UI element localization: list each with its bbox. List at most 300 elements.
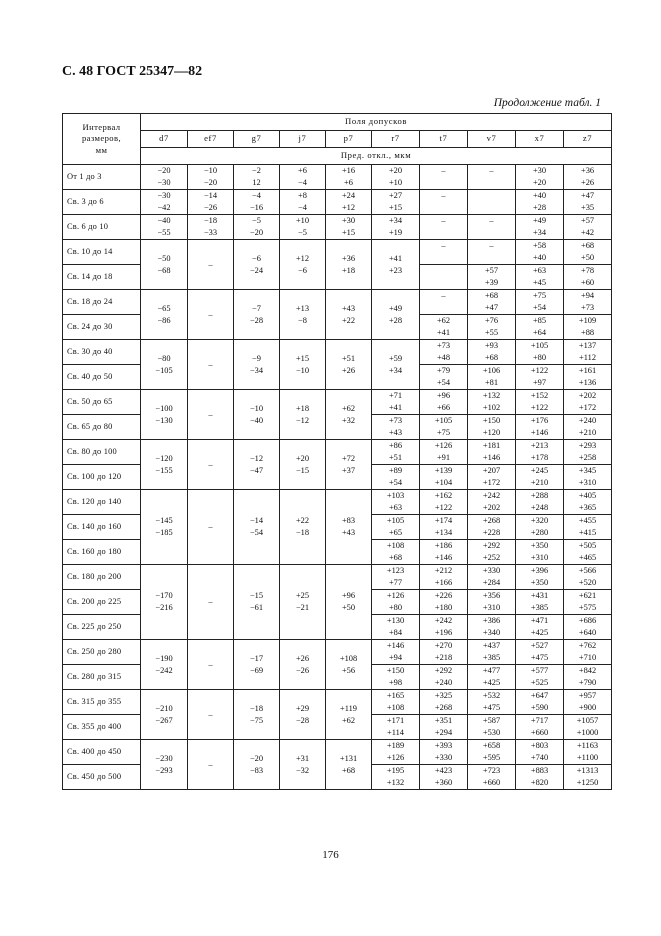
lower-deviation: −185 xyxy=(155,528,173,537)
lower-deviation: +54 xyxy=(420,377,468,390)
upper-deviation: +57 xyxy=(468,265,516,278)
upper-deviation: +431 xyxy=(516,590,564,603)
lower-deviation: +54 xyxy=(516,302,564,315)
upper-deviation: −12 xyxy=(249,453,264,463)
upper-deviation: +1163 xyxy=(564,740,612,753)
upper-deviation: −145 xyxy=(155,516,173,525)
lower-deviation: +820 xyxy=(516,777,564,790)
lower-deviation: −47 xyxy=(249,465,264,475)
upper-deviation: −120 xyxy=(155,453,173,463)
lower-deviation: +196 xyxy=(420,627,468,640)
lower-deviation: +122 xyxy=(516,402,564,415)
lower-deviation: +415 xyxy=(564,527,612,540)
upper-deviation: +351 xyxy=(420,715,468,728)
upper-deviation: +405 xyxy=(564,490,612,503)
table-header xyxy=(63,114,612,165)
lower-deviation xyxy=(468,252,516,265)
size-interval: Св. 10 до 14 xyxy=(63,240,141,265)
upper-deviation: +49 xyxy=(388,303,403,313)
lower-deviation: +34 xyxy=(516,227,564,240)
deviation-cell xyxy=(280,490,326,565)
lower-deviation: +104 xyxy=(420,477,468,490)
interval-header-line: размеров, xyxy=(81,133,122,144)
deviation-cell xyxy=(188,565,234,640)
column-header-row xyxy=(63,131,612,148)
deviation-cell xyxy=(234,740,280,790)
upper-deviation: +393 xyxy=(420,740,468,753)
upper-deviation: +15 xyxy=(295,353,310,363)
deviation-value: – xyxy=(208,597,213,606)
lower-deviation: +10 xyxy=(372,177,420,190)
lower-deviation: +12 xyxy=(326,202,372,215)
deviation-cell xyxy=(326,340,372,390)
upper-deviation: +51 xyxy=(341,353,356,363)
upper-deviation: −17 xyxy=(249,653,264,663)
lower-deviation: +280 xyxy=(516,527,564,540)
lower-deviation: +284 xyxy=(468,577,516,590)
upper-deviation: +83 xyxy=(341,516,356,525)
lower-deviation xyxy=(420,252,468,265)
upper-deviation: +119 xyxy=(340,703,357,713)
upper-deviation: +356 xyxy=(468,590,516,603)
size-interval: Св. 160 до 180 xyxy=(63,540,141,565)
upper-deviation: +396 xyxy=(516,565,564,578)
upper-deviation: −40 xyxy=(141,215,188,228)
column-header: ef7 xyxy=(188,131,234,148)
lower-deviation: +900 xyxy=(564,702,612,715)
deviation-cell xyxy=(188,690,234,740)
lower-deviation: +102 xyxy=(468,402,516,415)
upper-deviation: – xyxy=(468,240,516,253)
column-header: g7 xyxy=(234,131,280,148)
deviation-cell xyxy=(234,340,280,390)
lower-deviation: +465 xyxy=(564,552,612,565)
lower-deviation: −34 xyxy=(249,365,264,375)
lower-deviation: +15 xyxy=(372,202,420,215)
lower-deviation: −68 xyxy=(157,265,171,275)
upper-deviation: +16 xyxy=(326,165,372,178)
table-row xyxy=(63,565,612,578)
lower-deviation: +18 xyxy=(341,265,356,275)
size-interval: Св. 225 до 250 xyxy=(63,615,141,640)
lower-deviation: +178 xyxy=(516,452,564,465)
deviation-cell xyxy=(326,440,372,490)
upper-deviation: +49 xyxy=(516,215,564,228)
deviation-cell xyxy=(141,640,188,690)
deviation-cell xyxy=(188,740,234,790)
size-interval: Св. 450 до 500 xyxy=(63,765,141,790)
lower-deviation: +88 xyxy=(564,327,612,340)
upper-deviation: +78 xyxy=(564,265,612,278)
upper-deviation: – xyxy=(420,190,468,203)
deviation-cell xyxy=(234,240,280,290)
upper-deviation: +20 xyxy=(295,453,310,463)
upper-deviation: +957 xyxy=(564,690,612,703)
lower-deviation: −10 xyxy=(295,365,310,375)
lower-deviation: −4 xyxy=(280,202,326,215)
upper-deviation: +288 xyxy=(516,490,564,503)
upper-deviation: −14 xyxy=(188,190,234,203)
lower-deviation: +146 xyxy=(420,552,468,565)
lower-deviation: +54 xyxy=(372,477,420,490)
lower-deviation: −40 xyxy=(249,415,264,425)
deviation-value: – xyxy=(208,409,213,419)
lower-deviation: −21 xyxy=(295,603,310,612)
upper-deviation: +320 xyxy=(516,515,564,528)
upper-deviation: +106 xyxy=(468,365,516,378)
lower-deviation: +43 xyxy=(372,427,420,440)
lower-deviation: +35 xyxy=(564,202,612,215)
lower-deviation xyxy=(468,202,516,215)
lower-deviation: +23 xyxy=(388,265,403,275)
upper-deviation: – xyxy=(420,240,468,253)
upper-deviation: – xyxy=(468,215,516,228)
upper-deviation: +658 xyxy=(468,740,516,753)
lower-deviation: +94 xyxy=(372,652,420,665)
upper-deviation: +131 xyxy=(339,753,358,763)
lower-deviation: +1000 xyxy=(564,727,612,740)
deviation-value: – xyxy=(208,459,213,469)
lower-deviation xyxy=(420,302,468,315)
upper-deviation: +1057 xyxy=(564,715,612,728)
deviation-cell xyxy=(326,740,372,790)
lower-deviation: +28 xyxy=(388,315,403,325)
lower-deviation: +26 xyxy=(564,177,612,190)
tolerance-fields-header: Поля допусков xyxy=(141,114,612,131)
upper-deviation: +176 xyxy=(516,415,564,428)
size-interval: Св. 18 до 24 xyxy=(63,290,141,315)
lower-deviation: +475 xyxy=(468,702,516,715)
table-row xyxy=(63,177,612,190)
lower-deviation: +15 xyxy=(326,227,372,240)
table-row xyxy=(63,202,612,215)
size-interval: Св. 40 до 50 xyxy=(63,365,141,390)
deviation-cell xyxy=(280,390,326,440)
upper-deviation: +36 xyxy=(564,165,612,178)
upper-deviation: +292 xyxy=(420,665,468,678)
lower-deviation: −130 xyxy=(155,415,173,425)
deviation-cell xyxy=(280,240,326,290)
upper-deviation: +226 xyxy=(420,590,468,603)
deviation-cell xyxy=(372,240,420,290)
lower-deviation: −32 xyxy=(295,765,310,775)
deviation-cell xyxy=(188,240,234,290)
table-row xyxy=(63,740,612,753)
deviation-cell xyxy=(234,640,280,690)
upper-deviation: +59 xyxy=(388,353,403,363)
size-interval: Св. 50 до 65 xyxy=(63,390,141,415)
upper-deviation: +40 xyxy=(516,190,564,203)
lower-deviation: +425 xyxy=(516,627,564,640)
upper-deviation: +27 xyxy=(372,190,420,203)
lower-deviation xyxy=(468,227,516,240)
upper-deviation: +29 xyxy=(295,703,310,713)
lower-deviation xyxy=(420,277,468,290)
column-header: d7 xyxy=(141,131,188,148)
lower-deviation: −42 xyxy=(141,202,188,215)
upper-deviation: −50 xyxy=(157,253,171,263)
upper-deviation: +12 xyxy=(295,253,310,263)
lower-deviation xyxy=(420,177,468,190)
lower-deviation: +365 xyxy=(564,502,612,515)
deviation-value: – xyxy=(208,259,213,269)
upper-deviation: +31 xyxy=(295,753,310,763)
upper-deviation: +26 xyxy=(295,653,310,663)
upper-deviation: −80 xyxy=(157,353,171,363)
lower-deviation: +122 xyxy=(420,502,468,515)
upper-deviation: +126 xyxy=(372,590,420,603)
table-row xyxy=(63,340,612,353)
upper-deviation: +105 xyxy=(372,515,420,528)
table-row xyxy=(63,490,612,503)
upper-deviation: +62 xyxy=(420,315,468,328)
table-row xyxy=(63,190,612,203)
lower-deviation: −18 xyxy=(295,528,310,537)
column-header: r7 xyxy=(372,131,420,148)
upper-deviation: +386 xyxy=(468,615,516,628)
interval-header-line: мм xyxy=(95,144,108,155)
size-interval: Св. 120 до 140 xyxy=(63,490,141,515)
lower-deviation: −12 xyxy=(295,415,310,425)
upper-deviation: +505 xyxy=(564,540,612,553)
upper-deviation: +165 xyxy=(372,690,420,703)
upper-deviation: +150 xyxy=(468,415,516,428)
lower-deviation: −155 xyxy=(155,465,173,475)
deviation-cell xyxy=(280,440,326,490)
upper-deviation: +22 xyxy=(295,516,310,525)
upper-deviation: +20 xyxy=(372,165,420,178)
upper-deviation: +686 xyxy=(564,615,612,628)
lower-deviation: +56 xyxy=(341,665,356,675)
lower-deviation: +740 xyxy=(516,752,564,765)
lower-deviation: +530 xyxy=(468,727,516,740)
upper-deviation: +123 xyxy=(372,565,420,578)
upper-deviation: +150 xyxy=(372,665,420,678)
upper-deviation: +25 xyxy=(295,591,310,600)
lower-deviation: +310 xyxy=(564,477,612,490)
upper-deviation: +86 xyxy=(372,440,420,453)
deviation-value: – xyxy=(208,659,213,669)
upper-deviation: +174 xyxy=(420,515,468,528)
upper-deviation: +18 xyxy=(295,403,310,413)
size-interval: Св. 200 до 225 xyxy=(63,590,141,615)
lower-deviation: +91 xyxy=(420,452,468,465)
upper-deviation: +471 xyxy=(516,615,564,628)
lower-deviation: +47 xyxy=(468,302,516,315)
upper-deviation: +207 xyxy=(468,465,516,478)
deviation-cell xyxy=(234,390,280,440)
upper-deviation: +76 xyxy=(468,315,516,328)
upper-deviation: +532 xyxy=(468,690,516,703)
lower-deviation: +180 xyxy=(420,602,468,615)
upper-deviation: +566 xyxy=(564,565,612,578)
upper-deviation: – xyxy=(420,165,468,178)
upper-deviation: +58 xyxy=(516,240,564,253)
deviation-cell xyxy=(188,340,234,390)
lower-deviation: +77 xyxy=(372,577,420,590)
upper-deviation: +587 xyxy=(468,715,516,728)
upper-deviation: +68 xyxy=(564,240,612,253)
lower-deviation: +595 xyxy=(468,752,516,765)
lower-deviation: −86 xyxy=(157,315,171,325)
lower-deviation: +385 xyxy=(468,652,516,665)
lower-deviation: −216 xyxy=(155,603,173,612)
lower-deviation: +39 xyxy=(468,277,516,290)
lower-deviation xyxy=(420,227,468,240)
lower-deviation: +81 xyxy=(468,377,516,390)
upper-deviation: +122 xyxy=(516,365,564,378)
column-header: t7 xyxy=(420,131,468,148)
lower-deviation: +136 xyxy=(564,377,612,390)
deviation-header: Пред. откл., мкм xyxy=(141,148,612,165)
column-header: j7 xyxy=(280,131,326,148)
lower-deviation: −75 xyxy=(249,715,264,725)
upper-deviation: −20 xyxy=(249,753,264,763)
upper-deviation: +105 xyxy=(420,415,468,428)
lower-deviation: +19 xyxy=(372,227,420,240)
upper-deviation: +57 xyxy=(564,215,612,228)
upper-deviation: −4 xyxy=(234,190,280,203)
lower-deviation: +50 xyxy=(564,252,612,265)
lower-deviation: +80 xyxy=(372,602,420,615)
upper-deviation: +103 xyxy=(372,490,420,503)
size-interval: Св. 180 до 200 xyxy=(63,565,141,590)
upper-deviation: – xyxy=(420,215,468,228)
deviation-value: – xyxy=(208,522,213,531)
upper-deviation: +109 xyxy=(564,315,612,328)
lower-deviation: −54 xyxy=(249,528,264,537)
lower-deviation: +32 xyxy=(341,415,356,425)
upper-deviation: +212 xyxy=(420,565,468,578)
deviation-cell xyxy=(188,390,234,440)
size-interval: Св. 250 до 280 xyxy=(63,640,141,665)
upper-deviation: +477 xyxy=(468,665,516,678)
lower-deviation xyxy=(468,177,516,190)
upper-deviation: +47 xyxy=(564,190,612,203)
deviation-cell xyxy=(326,640,372,690)
lower-deviation: +525 xyxy=(516,677,564,690)
upper-deviation: +268 xyxy=(468,515,516,528)
lower-deviation: −15 xyxy=(295,465,310,475)
lower-deviation: +385 xyxy=(516,602,564,615)
upper-deviation: −30 xyxy=(141,190,188,203)
upper-deviation: +68 xyxy=(468,290,516,303)
upper-deviation: −18 xyxy=(249,703,264,713)
upper-deviation: +63 xyxy=(516,265,564,278)
lower-deviation: +228 xyxy=(468,527,516,540)
deviation-cell xyxy=(326,690,372,740)
lower-deviation: +75 xyxy=(420,427,468,440)
upper-deviation: +330 xyxy=(468,565,516,578)
lower-deviation: +48 xyxy=(420,352,468,365)
table-body xyxy=(63,165,612,790)
lower-deviation: +6 xyxy=(326,177,372,190)
lower-deviation: +41 xyxy=(420,327,468,340)
upper-deviation: −6 xyxy=(252,253,261,263)
upper-deviation: – xyxy=(468,165,516,178)
lower-deviation: +590 xyxy=(516,702,564,715)
upper-deviation: +96 xyxy=(341,591,356,600)
lower-deviation: +660 xyxy=(468,777,516,790)
deviation-cell xyxy=(280,290,326,340)
lower-deviation: −20 xyxy=(234,227,280,240)
upper-deviation xyxy=(468,190,516,203)
size-interval: Св. 30 до 40 xyxy=(63,340,141,365)
upper-deviation: +139 xyxy=(420,465,468,478)
deviation-cell xyxy=(280,690,326,740)
lower-deviation: +172 xyxy=(468,477,516,490)
upper-deviation: +527 xyxy=(516,640,564,653)
upper-deviation: +34 xyxy=(372,215,420,228)
upper-deviation: +883 xyxy=(516,765,564,778)
size-interval: Св. 3 до 6 xyxy=(63,190,141,215)
upper-deviation: +293 xyxy=(564,440,612,453)
deviation-cell xyxy=(234,440,280,490)
column-header: x7 xyxy=(516,131,564,148)
upper-deviation: +213 xyxy=(516,440,564,453)
upper-deviation: +423 xyxy=(420,765,468,778)
upper-deviation: −230 xyxy=(155,753,173,763)
deviation-cell xyxy=(326,490,372,565)
upper-deviation: +30 xyxy=(516,165,564,178)
deviation-value: – xyxy=(208,709,213,719)
upper-deviation: +89 xyxy=(372,465,420,478)
size-interval: Св. 65 до 80 xyxy=(63,415,141,440)
lower-deviation: +62 xyxy=(341,715,356,725)
lower-deviation: −16 xyxy=(234,202,280,215)
upper-deviation: +108 xyxy=(372,540,420,553)
size-interval: Св. 24 до 30 xyxy=(63,315,141,340)
lower-deviation: +68 xyxy=(468,352,516,365)
upper-deviation: +62 xyxy=(341,403,356,413)
upper-deviation: +161 xyxy=(564,365,612,378)
lower-deviation: −28 xyxy=(249,315,264,325)
lower-deviation: +258 xyxy=(564,452,612,465)
lower-deviation: 12 xyxy=(234,177,280,190)
upper-deviation: −18 xyxy=(188,215,234,228)
upper-deviation: −10 xyxy=(249,403,264,413)
lower-deviation: +248 xyxy=(516,502,564,515)
lower-deviation: −20 xyxy=(188,177,234,190)
upper-deviation: −210 xyxy=(155,703,173,713)
deviation-cell xyxy=(326,240,372,290)
lower-deviation: +20 xyxy=(516,177,564,190)
table-row xyxy=(63,290,612,303)
upper-deviation: +96 xyxy=(420,390,468,403)
upper-deviation: +108 xyxy=(339,653,358,663)
lower-deviation: −83 xyxy=(249,765,264,775)
lower-deviation: +790 xyxy=(564,677,612,690)
deviation-cell xyxy=(280,565,326,640)
interval-header-line: Интервал xyxy=(82,121,121,132)
lower-deviation: +146 xyxy=(468,452,516,465)
upper-deviation: +181 xyxy=(468,440,516,453)
upper-deviation: −14 xyxy=(249,516,264,525)
lower-deviation: −5 xyxy=(280,227,326,240)
lower-deviation: +240 xyxy=(420,677,468,690)
lower-deviation: −242 xyxy=(155,665,173,675)
lower-deviation: +114 xyxy=(372,727,420,740)
upper-deviation: +292 xyxy=(468,540,516,553)
deviation-cell xyxy=(141,340,188,390)
lower-deviation: +50 xyxy=(341,603,356,612)
page-header: С. 48 ГОСТ 25347—82 xyxy=(62,64,203,79)
deviation-cell xyxy=(234,690,280,740)
lower-deviation: +64 xyxy=(516,327,564,340)
upper-deviation: +1313 xyxy=(564,765,612,778)
size-interval: Св. 14 до 18 xyxy=(63,265,141,290)
lower-deviation: −33 xyxy=(188,227,234,240)
